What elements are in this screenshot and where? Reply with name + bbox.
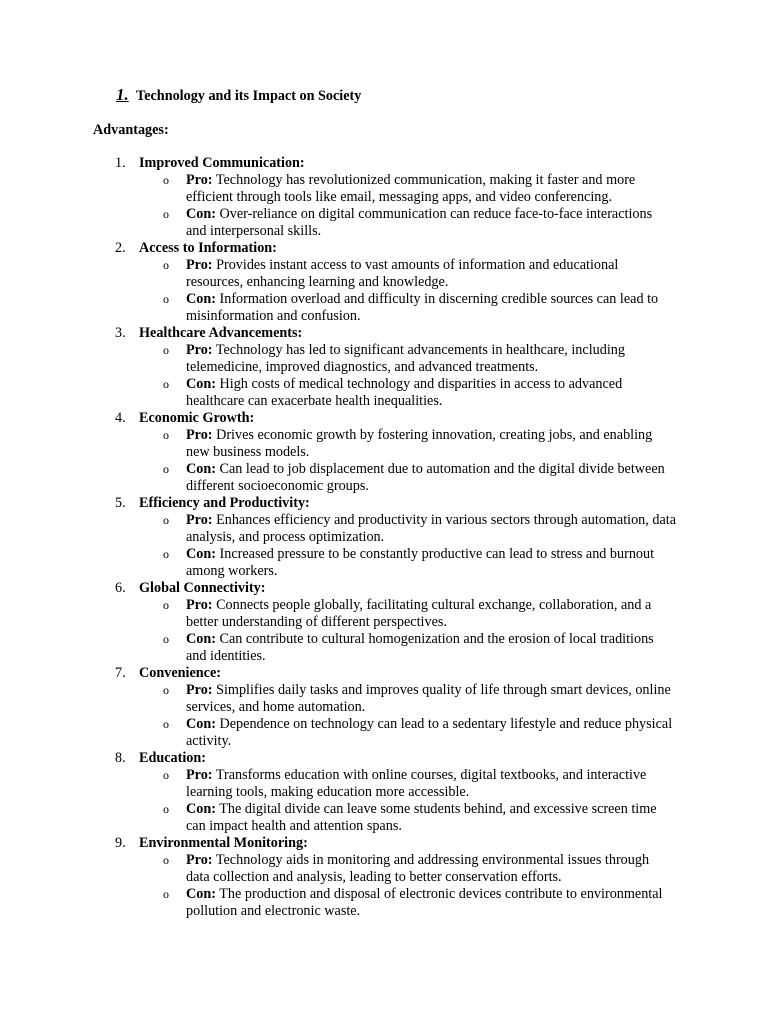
con-point (163, 716, 676, 750)
item-number: 5. (115, 495, 126, 511)
pro-text: Enhances efficiency and productivity in various sectors through automation, data analysis, and process optimization. (186, 512, 676, 545)
con-text: Information overload and difficulty in discerning credible sources can lead to misinformation and confusion. (186, 291, 659, 324)
title-text: Technology and its Impact on Society (136, 88, 362, 104)
item-number: 2. (115, 240, 126, 256)
con-text: High costs of medical technology and disparities in access to advanced healthcare can exacerbate health inequalities. (186, 376, 623, 409)
con-text: Dependence on technology can lead to a sedentary lifestyle and reduce physical activity. (186, 716, 673, 749)
item-title: Economic Growth: (139, 410, 255, 426)
pro-text: Connects people globally, facilitating cultural exchange, collaboration, and a better understanding of different perspectives. (186, 597, 652, 630)
pro-text: Transforms education with online courses, digital textbooks, and interactive learning tools, making education more accessible. (186, 767, 647, 800)
pro-con-list (0, 257, 768, 325)
pro-point (163, 172, 676, 206)
list-item (0, 750, 768, 835)
con-point (163, 801, 676, 835)
con-label: Con: (186, 376, 216, 392)
hollow-bullet-icon: o (163, 377, 169, 391)
item-title: Efficiency and Productivity: (139, 495, 310, 511)
pro-text: Drives economic growth by fostering innovation, creating jobs, and enabling new business models. (186, 427, 653, 460)
item-number: 7. (115, 665, 126, 681)
pro-label: Pro: (186, 852, 213, 868)
hollow-bullet-icon: o (163, 207, 169, 221)
hollow-bullet-icon: o (163, 343, 169, 357)
pro-point (163, 767, 676, 801)
pro-point (163, 512, 676, 546)
list-item (0, 410, 768, 495)
list-item (0, 835, 768, 920)
list-item (0, 325, 768, 410)
pro-con-list (0, 427, 768, 495)
advantages-heading: Advantages: (93, 122, 169, 138)
item-number: 8. (115, 750, 126, 766)
title-number: 1. (116, 85, 129, 104)
con-text: Over-reliance on digital communication can reduce face-to-face interactions and interpersonal skills. (186, 206, 653, 239)
pro-label: Pro: (186, 682, 213, 698)
con-label: Con: (186, 801, 216, 817)
pro-text: Technology has revolutionized communication, making it faster and more efficient through tools like email, messaging apps, and video conferencing. (186, 172, 636, 205)
pro-point (163, 257, 676, 291)
item-number: 9. (115, 835, 126, 851)
list-item (0, 155, 768, 240)
pro-point (163, 682, 676, 716)
hollow-bullet-icon: o (163, 853, 169, 867)
con-text: Can contribute to cultural homogenization and the erosion of local traditions and identities. (186, 631, 654, 664)
item-number: 4. (115, 410, 126, 426)
hollow-bullet-icon: o (163, 717, 169, 731)
item-title: Global Connectivity: (139, 580, 266, 596)
item-number: 3. (115, 325, 126, 341)
con-point (163, 631, 676, 665)
pro-con-list (0, 342, 768, 410)
item-title: Healthcare Advancements: (139, 325, 303, 341)
pro-label: Pro: (186, 342, 213, 358)
list-item (0, 240, 768, 325)
con-label: Con: (186, 291, 216, 307)
pro-text: Provides instant access to vast amounts of information and educational resources, enhancing learning and knowledge. (186, 257, 619, 290)
hollow-bullet-icon: o (163, 683, 169, 697)
pro-con-list (0, 682, 768, 750)
con-label: Con: (186, 886, 216, 902)
hollow-bullet-icon: o (163, 173, 169, 187)
item-number: 6. (115, 580, 126, 596)
pro-text: Technology has led to significant advancements in healthcare, including telemedicine, improved diagnostics, and advanced treatments. (186, 342, 625, 375)
con-text: Can lead to job displacement due to automation and the digital divide between different socioeconomic groups. (186, 461, 665, 494)
pro-label: Pro: (186, 172, 213, 188)
item-title: Convenience: (139, 665, 221, 681)
con-label: Con: (186, 206, 216, 222)
pro-con-list (0, 597, 768, 665)
advantages-list (0, 155, 768, 920)
item-title: Access to Information: (139, 240, 277, 256)
hollow-bullet-icon: o (163, 258, 169, 272)
con-text: Increased pressure to be constantly productive can lead to stress and burnout among workers. (186, 546, 655, 579)
pro-label: Pro: (186, 427, 213, 443)
list-item (0, 665, 768, 750)
pro-con-list (0, 852, 768, 920)
con-label: Con: (186, 631, 216, 647)
pro-point (163, 342, 676, 376)
con-point (163, 376, 676, 410)
con-label: Con: (186, 461, 216, 477)
item-number: 1. (115, 155, 126, 171)
con-point (163, 546, 676, 580)
con-label: Con: (186, 546, 216, 562)
con-text: The digital divide can leave some students behind, and excessive screen time can impact health and attention spans. (186, 801, 657, 834)
con-point (163, 206, 676, 240)
hollow-bullet-icon: o (163, 292, 169, 306)
con-point (163, 886, 676, 920)
hollow-bullet-icon: o (163, 462, 169, 476)
pro-text: Simplifies daily tasks and improves quality of life through smart devices, online services, and home automation. (186, 682, 671, 715)
pro-point (163, 852, 676, 886)
pro-label: Pro: (186, 512, 213, 528)
hollow-bullet-icon: o (163, 513, 169, 527)
hollow-bullet-icon: o (163, 598, 169, 612)
pro-label: Pro: (186, 257, 213, 273)
pro-point (163, 597, 676, 631)
pro-point (163, 427, 676, 461)
pro-con-list (0, 767, 768, 835)
hollow-bullet-icon: o (163, 428, 169, 442)
hollow-bullet-icon: o (163, 547, 169, 561)
item-title: Improved Communication: (139, 155, 305, 171)
con-point (163, 291, 676, 325)
pro-text: Technology aids in monitoring and addressing environmental issues through data collection and analysis, leading to better conservation efforts. (186, 852, 650, 885)
hollow-bullet-icon: o (163, 632, 169, 646)
item-title: Education: (139, 750, 207, 766)
pro-label: Pro: (186, 597, 213, 613)
list-item (0, 495, 768, 580)
con-text: The production and disposal of electronic devices contribute to environmental pollution and electronic waste. (186, 886, 663, 919)
con-label: Con: (186, 716, 216, 732)
con-point (163, 461, 676, 495)
item-title: Environmental Monitoring: (139, 835, 308, 851)
pro-con-list (0, 172, 768, 240)
pro-label: Pro: (186, 767, 213, 783)
pro-con-list (0, 512, 768, 580)
hollow-bullet-icon: o (163, 768, 169, 782)
hollow-bullet-icon: o (163, 887, 169, 901)
hollow-bullet-icon: o (163, 802, 169, 816)
list-item (0, 580, 768, 665)
document-title (116, 86, 361, 105)
